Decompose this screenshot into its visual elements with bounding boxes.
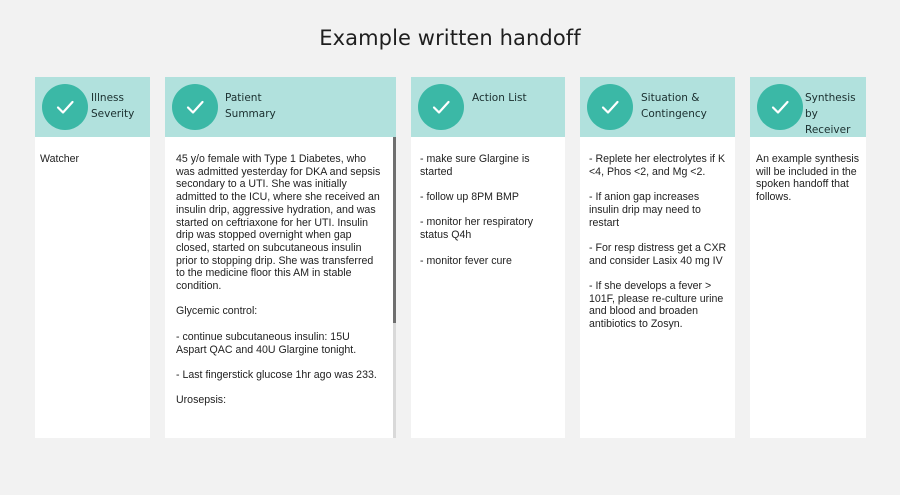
list-item: - monitor fever cure xyxy=(420,254,512,267)
column-body xyxy=(40,153,138,178)
column-patient-summary xyxy=(165,77,396,438)
list-item: - Replete her electrolytes if K <4, Phos <2, and Mg <2. xyxy=(589,153,726,178)
body-line: Watcher xyxy=(40,153,80,165)
column-header xyxy=(35,77,150,137)
column-situation-contingency xyxy=(580,77,735,438)
scrollbar-thumb[interactable] xyxy=(393,137,396,323)
body-line: - Last fingerstick glucose 1hr ago was 233. xyxy=(176,368,377,381)
check-icon xyxy=(587,84,633,130)
list-item: - For resp distress get a CXR and consider Lasix 40 mg IV xyxy=(589,241,727,267)
check-icon xyxy=(172,84,218,130)
column-header-label: Situation & Contingency xyxy=(641,92,707,120)
column-header xyxy=(750,77,866,137)
column-body xyxy=(756,153,860,217)
column-body xyxy=(420,153,551,280)
column-header-label: Patient Summary xyxy=(225,92,276,120)
page-title: Example written handoff xyxy=(319,26,581,50)
column-header xyxy=(165,77,396,137)
column-body[interactable] xyxy=(176,153,382,420)
check-icon xyxy=(418,84,464,130)
check-icon xyxy=(42,84,88,130)
list-item: - make sure Glargine is started xyxy=(420,153,530,178)
column-action-list xyxy=(411,77,565,438)
list-item: - monitor her respiratory status Q4h xyxy=(420,216,534,242)
column-header xyxy=(580,77,735,137)
column-header-label: Synthesis by Receiver xyxy=(805,92,856,136)
column-illness-severity xyxy=(35,77,150,438)
column-header-label: Illness Severity xyxy=(91,92,135,120)
check-icon xyxy=(757,84,803,130)
list-item: - If she develops a fever > 101F, please re-culture urine and blood and broaden antibiotics to Zosyn. xyxy=(589,279,724,331)
body-line: An example synthesis will be included in the spoken handoff that follows. xyxy=(756,153,860,204)
column-header-label: Action List xyxy=(472,92,527,104)
body-line: Glycemic control: xyxy=(176,305,258,318)
column-synthesis-by-receiver xyxy=(750,77,866,438)
list-item: - follow up 8PM BMP xyxy=(420,191,519,204)
column-header xyxy=(411,77,565,137)
body-line: - continue subcutaneous insulin: 15U Aspart QAC and 40U Glargine tonight. xyxy=(176,330,357,356)
body-line: Urosepsis: xyxy=(176,394,227,407)
list-item: - If anion gap increases insulin drip may need to restart xyxy=(589,191,701,229)
body-line: 45 y/o female with Type 1 Diabetes, who was admitted yesterday for DKA and sepsis secondary to a UTI. She was initially admitted to the ICU, where she received an insulin drip, aggressive hydration, and was started on ceftriaxone for her UTI. Insulin drip was stopped overnight when gap closed, started on subcutaneous insulin prior to stopping drip. She was transferred to the medicine floor this AM in stable condition. xyxy=(176,153,381,293)
column-body xyxy=(589,153,729,343)
